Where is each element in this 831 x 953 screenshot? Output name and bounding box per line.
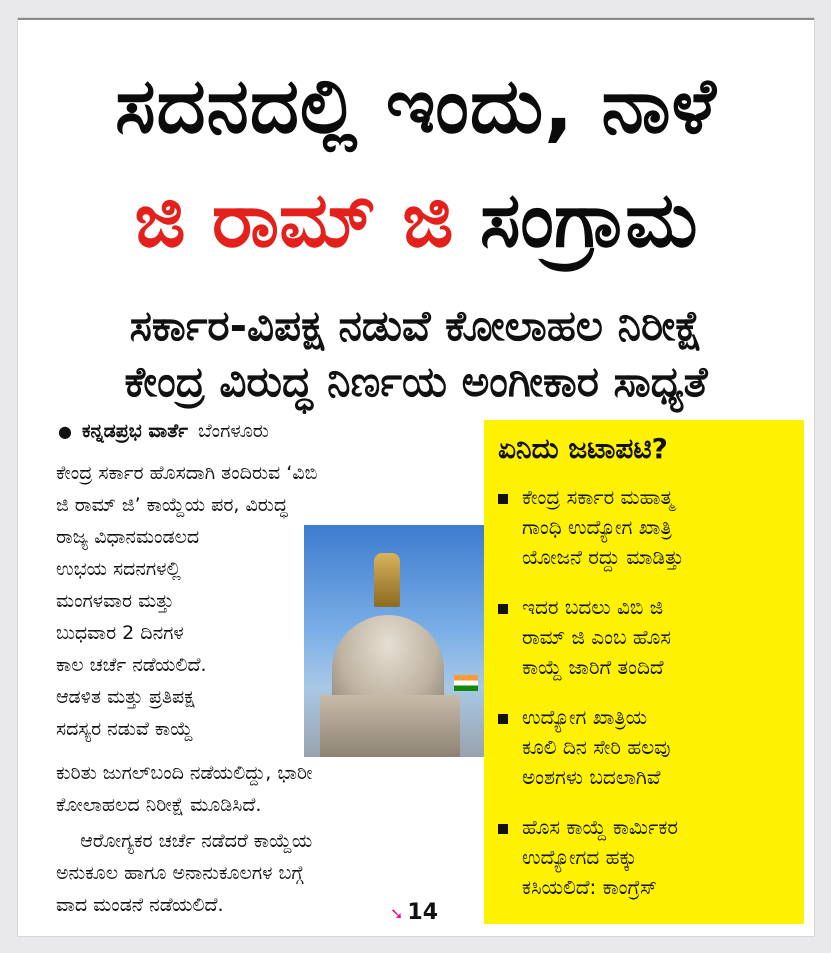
byline-agency: ಕನ್ನಡಪ್ರಭ ವಾರ್ತೆ: [81, 420, 188, 442]
article-line: ರಾಜ್ಯ ವಿಧಾನಮಂಡಲದ: [56, 526, 200, 548]
byline-place: ಬೆಂಗಳೂರು: [197, 420, 269, 442]
ashoka-emblem-icon: [374, 553, 400, 607]
article-line: ಅನುಕೂಲ ಹಾಗೂ ಅನಾನುಕೂಲಗಳ ಬಗ್ಗೆ: [56, 862, 304, 884]
article-line: ಮಂಗಳವಾರ ಮತ್ತು: [56, 590, 174, 612]
sidebar-bullet: ಕೇಂದ್ರ ಸರ್ಕಾರ ಮಹಾತ್ಮ ಗಾಂಧಿ ಉದ್ಯೋಗ ಖಾತ್ರಿ ಯೋಜನೆ ರದ್ದು ಮಾಡಿತ್ತು: [498, 482, 684, 572]
byline-bullet: ●: [58, 422, 72, 441]
article-line: ಆಡಳಿತ ಮತ್ತು ಪ್ರತಿಪಕ್ಷ: [56, 686, 195, 708]
continued-page-ref: [390, 900, 438, 925]
article-line: ಉಭಯ ಸದನಗಳಲ್ಲಿ: [56, 558, 181, 580]
square-bullet-icon: [498, 714, 508, 724]
square-bullet-icon: [498, 824, 508, 834]
headline-black-part: ಸಂಗ್ರಾಮ: [479, 175, 698, 264]
sidebar-bullet: ಹೊಸ ಕಾಯ್ದೆ ಕಾರ್ಮಿಕರ ಉದ್ಯೋಗದ ಹಕ್ಕು ಕಸಿಯಲಿದೆ: ಕಾಂಗ್ರೆಸ್: [498, 812, 678, 902]
headline-line-1: ಸದನದಲ್ಲಿ ಇಂದು, ನಾಳೆ: [115, 61, 717, 150]
article-line: ಸದಸ್ಯರ ನಡುವೆ ಕಾಯ್ದೆ: [56, 718, 193, 740]
article-line: ಜಿ ರಾಮ್ ಜಿ’ ಕಾಯ್ದೆಯ ಪರ, ವಿರುದ್ಧ: [56, 494, 288, 516]
subheadline-line-1: ಸರ್ಕಾರ-ವಿಪಕ್ಷ ನಡುವೆ ಕೋಲಾಹಲ ನಿರೀಕ್ಷೆ: [129, 301, 703, 350]
headline-line-2: [18, 172, 814, 268]
sidebar-title: ಏನಿದು ಜಟಾಪಟಿ?: [498, 432, 668, 465]
square-bullet-icon: [498, 494, 508, 504]
article-line: ಬುಧವಾರ 2 ದಿನಗಳ: [56, 622, 184, 644]
newspaper-clipping: [18, 18, 814, 936]
article-line: ಕೇಂದ್ರ ಸರ್ಕಾರ ಹೊಸದಾಗಿ ತಂದಿರುವ ‘ವಿಬಿ: [56, 462, 318, 484]
article-line: ಆರೋಗ್ಯಕರ ಚರ್ಚೆ ನಡೆದರೆ ಕಾಯ್ದೆಯ: [56, 830, 313, 852]
sidebar-box: [484, 420, 804, 924]
subheadline-line-2: ಕೇಂದ್ರ ವಿರುದ್ಧ ನಿರ್ಣಯ ಅಂಗೀಕಾರ ಸಾಧ್ಯತೆ: [124, 357, 708, 406]
square-bullet-icon: [498, 604, 508, 614]
flag-icon: [454, 675, 478, 691]
building-base-shape: [320, 695, 460, 757]
article-line: ಕಾಲ ಚರ್ಚೆ ನಡೆಯಲಿದೆ.: [56, 654, 207, 676]
arrow-icon: ➘: [390, 904, 404, 923]
article-line: ವಾದ ಮಂಡನೆ ನಡೆಯಲಿದೆ.: [56, 894, 224, 916]
headline-red-part: ಜಿ ರಾಮ್ ಜಿ: [134, 175, 454, 264]
vidhana-soudha-photo: [304, 525, 484, 757]
article-line: ಕೋಲಾಹಲದ ನಿರೀಕ್ಷೆ ಮೂಡಿಸಿದೆ.: [56, 794, 262, 816]
sidebar-bullet: ಉದ್ಯೋಗ ಖಾತ್ರಿಯ ಕೂಲಿ ದಿನ ಸೇರಿ ಹಲವು ಅಂಶಗಳು ಬದಲಾಗಿವೆ: [498, 702, 670, 792]
byline: [58, 420, 269, 442]
continued-page-number: 14: [407, 900, 439, 925]
top-rule: [18, 18, 814, 20]
sidebar-bullet: ಇದರ ಬದಲು ವಿಬಿ ಜಿ ರಾಮ್ ಜಿ ಎಂಬ ಹೊಸ ಕಾಯ್ದೆ ಜಾರಿಗೆ ತಂದಿದೆ: [498, 592, 671, 682]
article-line: ಕುರಿತು ಜುಗಲ್‌ಬಂದಿ ನಡೆಯಲಿದ್ದು, ಭಾರೀ: [56, 762, 313, 784]
